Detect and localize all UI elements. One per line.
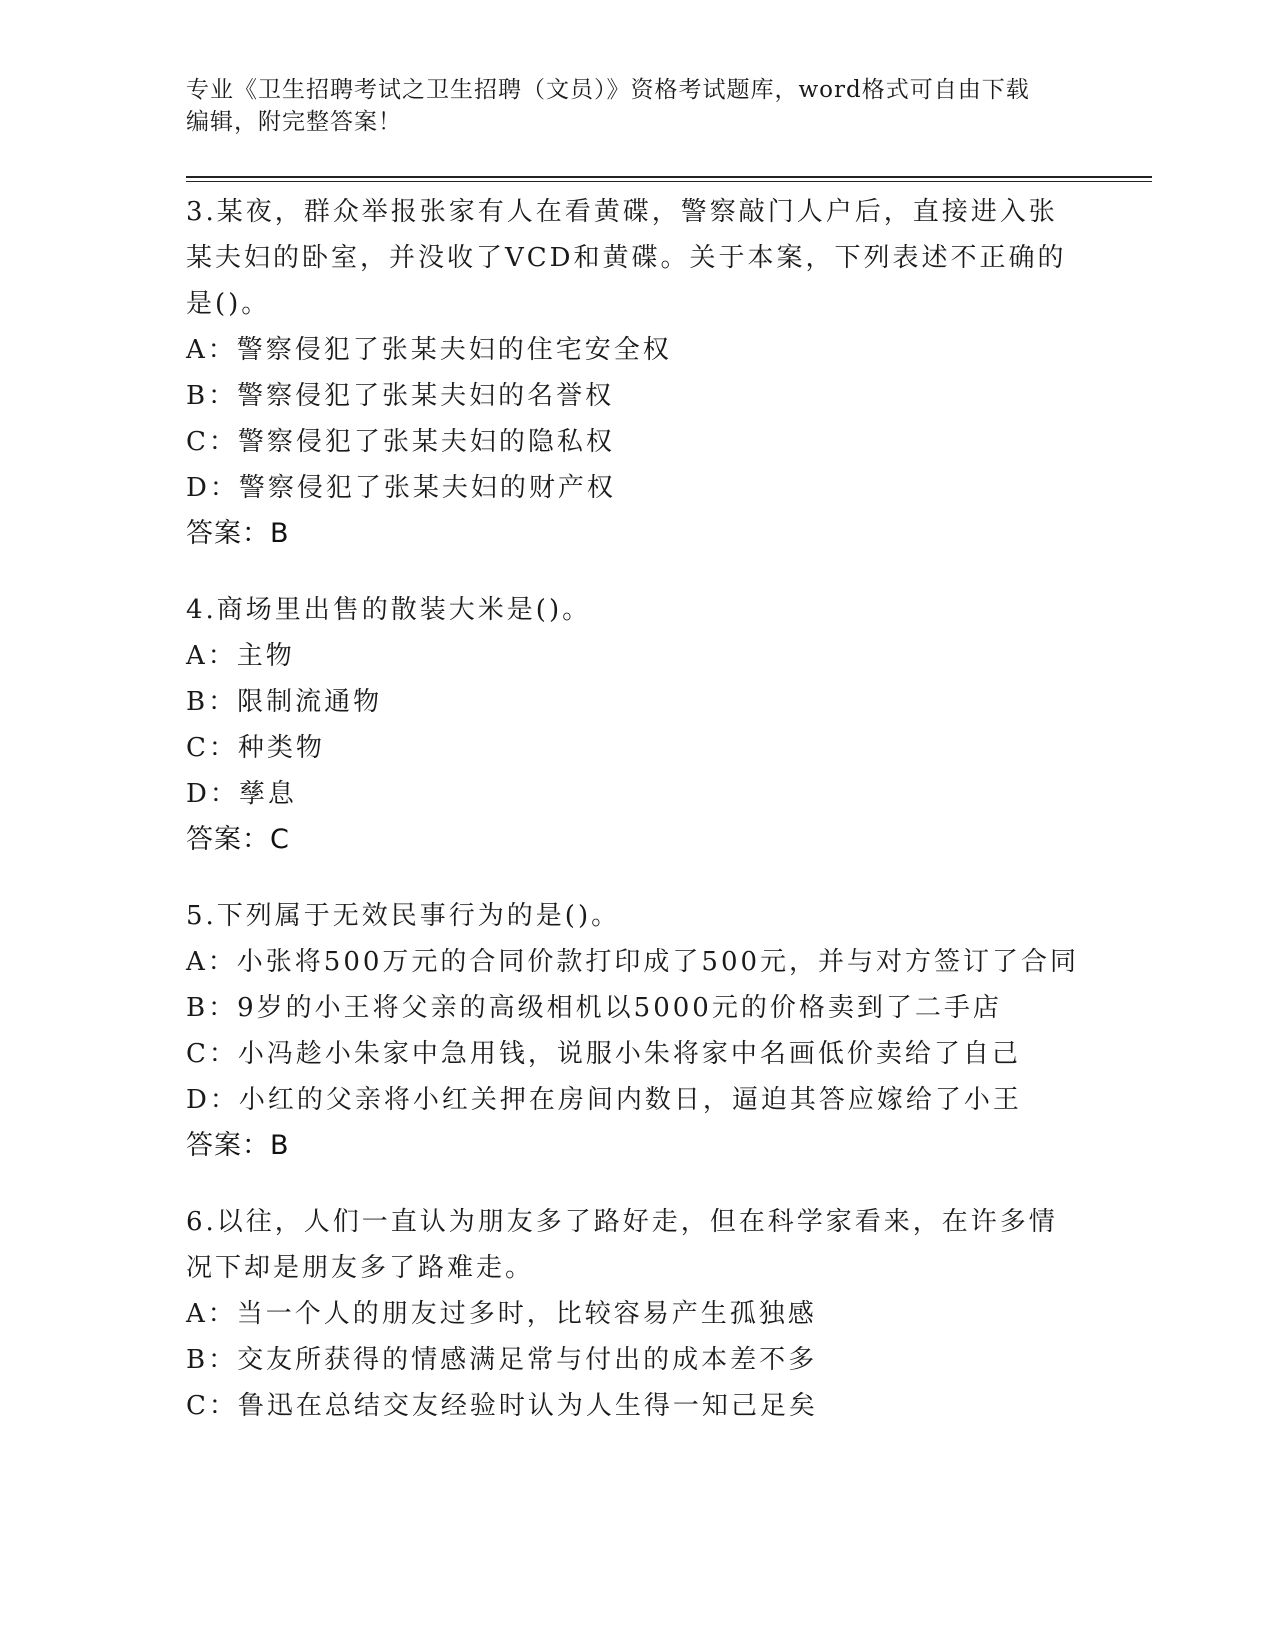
question-3 — [186, 189, 1086, 557]
answer-line: 答案：B — [186, 1130, 290, 1161]
question-5 — [186, 893, 1086, 1169]
option-c: C：鲁迅在总结交友经验时认为人生得一知己足矣 — [186, 1391, 818, 1421]
document-header — [186, 74, 1086, 138]
header-divider-thin — [186, 181, 1152, 182]
question-stem-line: 是()。 — [186, 289, 271, 319]
question-stem-line: 况下却是朋友多了路难走。 — [186, 1253, 535, 1283]
option-a: A：主物 — [186, 641, 295, 671]
question-stem-line: 某夫妇的卧室，并没收了VCD和黄碟。关于本案，下列表述不正确的 — [186, 243, 1067, 273]
option-c: C：警察侵犯了张某夫妇的隐私权 — [186, 427, 615, 457]
question-stem-line: 3.某夜，群众举报张家有人在看黄碟，警察敲门人户后，直接进入张 — [186, 197, 1058, 227]
option-c: C：种类物 — [186, 733, 325, 763]
option-b: B：9岁的小王将父亲的高级相机以5000元的价格卖到了二手店 — [186, 993, 1002, 1023]
option-a: A：警察侵犯了张某夫妇的住宅安全权 — [186, 335, 672, 365]
option-a: A：当一个人的朋友过多时，比较容易产生孤独感 — [186, 1299, 817, 1329]
header-divider-thick — [186, 176, 1152, 178]
option-b: B：限制流通物 — [186, 687, 383, 717]
answer-line: 答案：B — [186, 518, 290, 549]
question-4 — [186, 587, 1086, 863]
option-a: A：小张将500万元的合同价款打印成了500元，并与对方签订了合同 — [186, 947, 1080, 977]
option-d: D：小红的父亲将小红关押在房间内数日，逼迫其答应嫁给了小王 — [186, 1085, 1022, 1115]
question-stem-line: 4.商场里出售的散装大米是()。 — [186, 595, 592, 625]
question-stem-line: 5.下列属于无效民事行为的是()。 — [186, 901, 621, 931]
option-b: B：交友所获得的情感满足常与付出的成本差不多 — [186, 1345, 818, 1375]
question-list — [186, 189, 1086, 1459]
option-d: D：警察侵犯了张某夫妇的财产权 — [186, 473, 616, 503]
question-6 — [186, 1199, 1086, 1429]
question-stem-line: 6.以往，人们一直认为朋友多了路好走，但在科学家看来，在许多情 — [186, 1207, 1058, 1237]
option-d: D：孳息 — [186, 779, 297, 809]
header-line-1: 专业《卫生招聘考试之卫生招聘（文员）》资格考试题库，word格式可自由下载 — [186, 77, 1030, 103]
option-b: B：警察侵犯了张某夫妇的名誉权 — [186, 381, 615, 411]
header-line-2: 编辑，附完整答案！ — [186, 109, 402, 135]
answer-line: 答案：C — [186, 824, 290, 855]
option-c: C：小冯趁小朱家中急用钱，说服小朱将家中名画低价卖给了自己 — [186, 1039, 1021, 1069]
